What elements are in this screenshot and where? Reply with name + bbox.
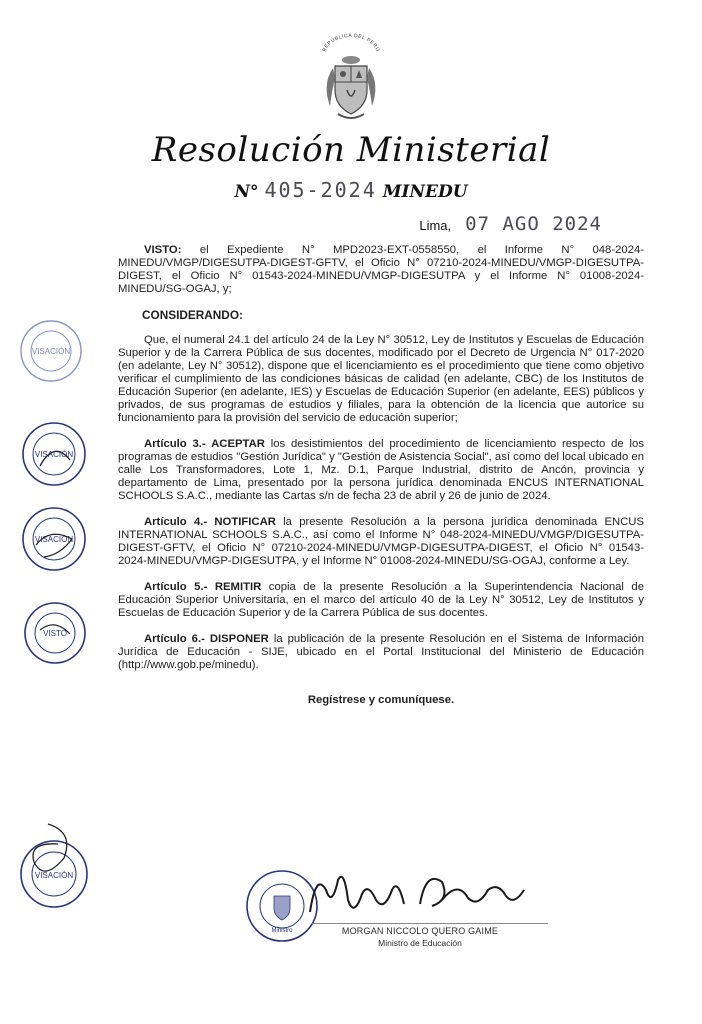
place: Lima, — [419, 218, 452, 233]
closing-line: Regístrese y comuníquese. — [307, 694, 455, 706]
article-6-text: la publicación de la presente Resolución en el Sistema de Información Jurídica de Educación - SIJE, ubicado en el Portal Institucional del Ministerio de Educación (http://www.gob.pe/minedu). — [118, 633, 644, 671]
article-3-text: los desistimientos del procedimiento de licenciamiento respecto de los programas de estudios "Gestión Jurídica" y "Gestión de Asistencia Social", así como del local ubicado en calle Los Transformadores, Lote 1, Mz. D.1, Parque Industrial, distrito de Ancón, provincia y departamento de Lima, presentado por la persona jurídica denominada ENCUS INTERNATIONAL SCHOOLS S.A.C., mediante las Cartas s/n de fecha 23 de abril y 26 de junio de 2024. — [118, 438, 644, 502]
svg-text:REPÚBLICA DEL PERÚ: REPÚBLICA DEL PERÚ — [321, 32, 381, 53]
national-seal-icon — [318, 30, 384, 140]
signature-icon — [292, 860, 542, 930]
article-4-text: la presente Resolución a la persona jurídica denominada ENCUS INTERNATIONAL SCHOOLS S.A.C., así como el Informe N° 048-2024-MINEDU/VMGP/DIGESUTPA-DIGEST-GFTV, el Oficio N° 07210-2024-MINEDU/VMGP-DIGESUTPA-DIGEST, el Oficio N° 01543-2024-MINEDU/VMGP-DIGESUTPA, y el Informe N° 01008-2024-MINEDU/SG-OGAJ, conforme a Ley. — [118, 516, 645, 567]
resolution-number — [0, 178, 702, 202]
svg-text:Ministro: Ministro — [271, 928, 293, 934]
signer-role: Ministro de Educación — [378, 938, 462, 948]
article-6 — [118, 633, 644, 672]
visacion-stamp-icon — [18, 318, 84, 384]
visacion-stamp-icon — [20, 505, 88, 573]
date-line — [419, 213, 602, 235]
signature-line — [312, 923, 548, 924]
visto-label: VISTO: — [144, 244, 182, 256]
article-5-label: Artículo 5.- REMITIR — [144, 581, 262, 593]
date-stamp: 07 AGO 2024 — [465, 213, 602, 235]
svg-text:VISACIÓN: VISACIÓN — [34, 535, 74, 544]
signer-name: MORGAN NICCOLO QUERO GAIME — [341, 926, 499, 936]
visto-stamp-icon — [22, 600, 88, 666]
visto-paragraph — [118, 244, 644, 296]
article-6-label: Artículo 6.- DISPONER — [144, 633, 269, 645]
document-body — [118, 244, 644, 720]
considerando-heading: CONSIDERANDO: — [142, 308, 243, 322]
article-5 — [118, 581, 644, 620]
article-3 — [118, 438, 644, 503]
visacion-stamp-icon — [20, 420, 88, 488]
number-prefix: N° — [234, 182, 259, 202]
considerando-paragraph: Que, el numeral 24.1 del artículo 24 de la Ley N° 30512, Ley de Institutos y Escuelas de Educación Superior y de la Carrera Pública de sus docentes, modificado por el Decreto de Urgencia N° 017-2020 (en adelante, Ley N° 30512), dispone que el licenciamiento es el procedimiento que tiene como objetivo verificar el cumplimiento de las condiciones básicas de calidad (en adelante, CBC) de los Institutos de Educación Superior (en adelante, IES) y Escuelas de Educación Superior (en adelante, EES) públicos y privados, de sus programas de estudios y filiales, para la obtención de la licencia que autorice su funcionamiento para la provisión del servicio de educación superior; — [118, 334, 644, 424]
article-3-label: Artículo 3.- ACEPTAR — [144, 438, 265, 450]
visacion-stamp-icon — [14, 822, 96, 912]
article-4 — [118, 516, 644, 568]
article-4-label: Artículo 4.- NOTIFICAR — [144, 516, 276, 528]
article-5-text: copia de la presente Resolución a la Superintendencia Nacional de Educación Superior Universitaria, en el marco del artículo 40 de la Ley N° 30512, Ley de Institutos y Escuelas de Educación Superior y de la Carrera Pública de sus docentes. — [118, 581, 644, 619]
number-suffix: MINEDU — [382, 182, 468, 202]
svg-text:VISACIÓN: VISACIÓN — [31, 347, 71, 356]
svg-text:VISTO: VISTO — [43, 629, 67, 638]
visto-text: el Expediente N° MPD2023-EXT-0558550, el Informe N° 048-2024-MINEDU/VMGP/DIGESUTPA-DIGEST-GFTV, el Oficio N° 07210-2024-MINEDU/VMGP-DIGESUTPA-DIGEST, el Oficio N° 01543-2024-MINEDU/VMGP-DIGESUTPA y el Informe N° 01008-2024-MINEDU/SG-OGAJ, y; — [118, 244, 644, 295]
svg-text:VISACIÓN: VISACIÓN — [34, 871, 74, 880]
svg-text:VISACIÓN: VISACIÓN — [34, 450, 74, 459]
number-stamp: 405-2024 — [264, 178, 377, 202]
document-title: Resolución Ministerial — [151, 130, 551, 170]
